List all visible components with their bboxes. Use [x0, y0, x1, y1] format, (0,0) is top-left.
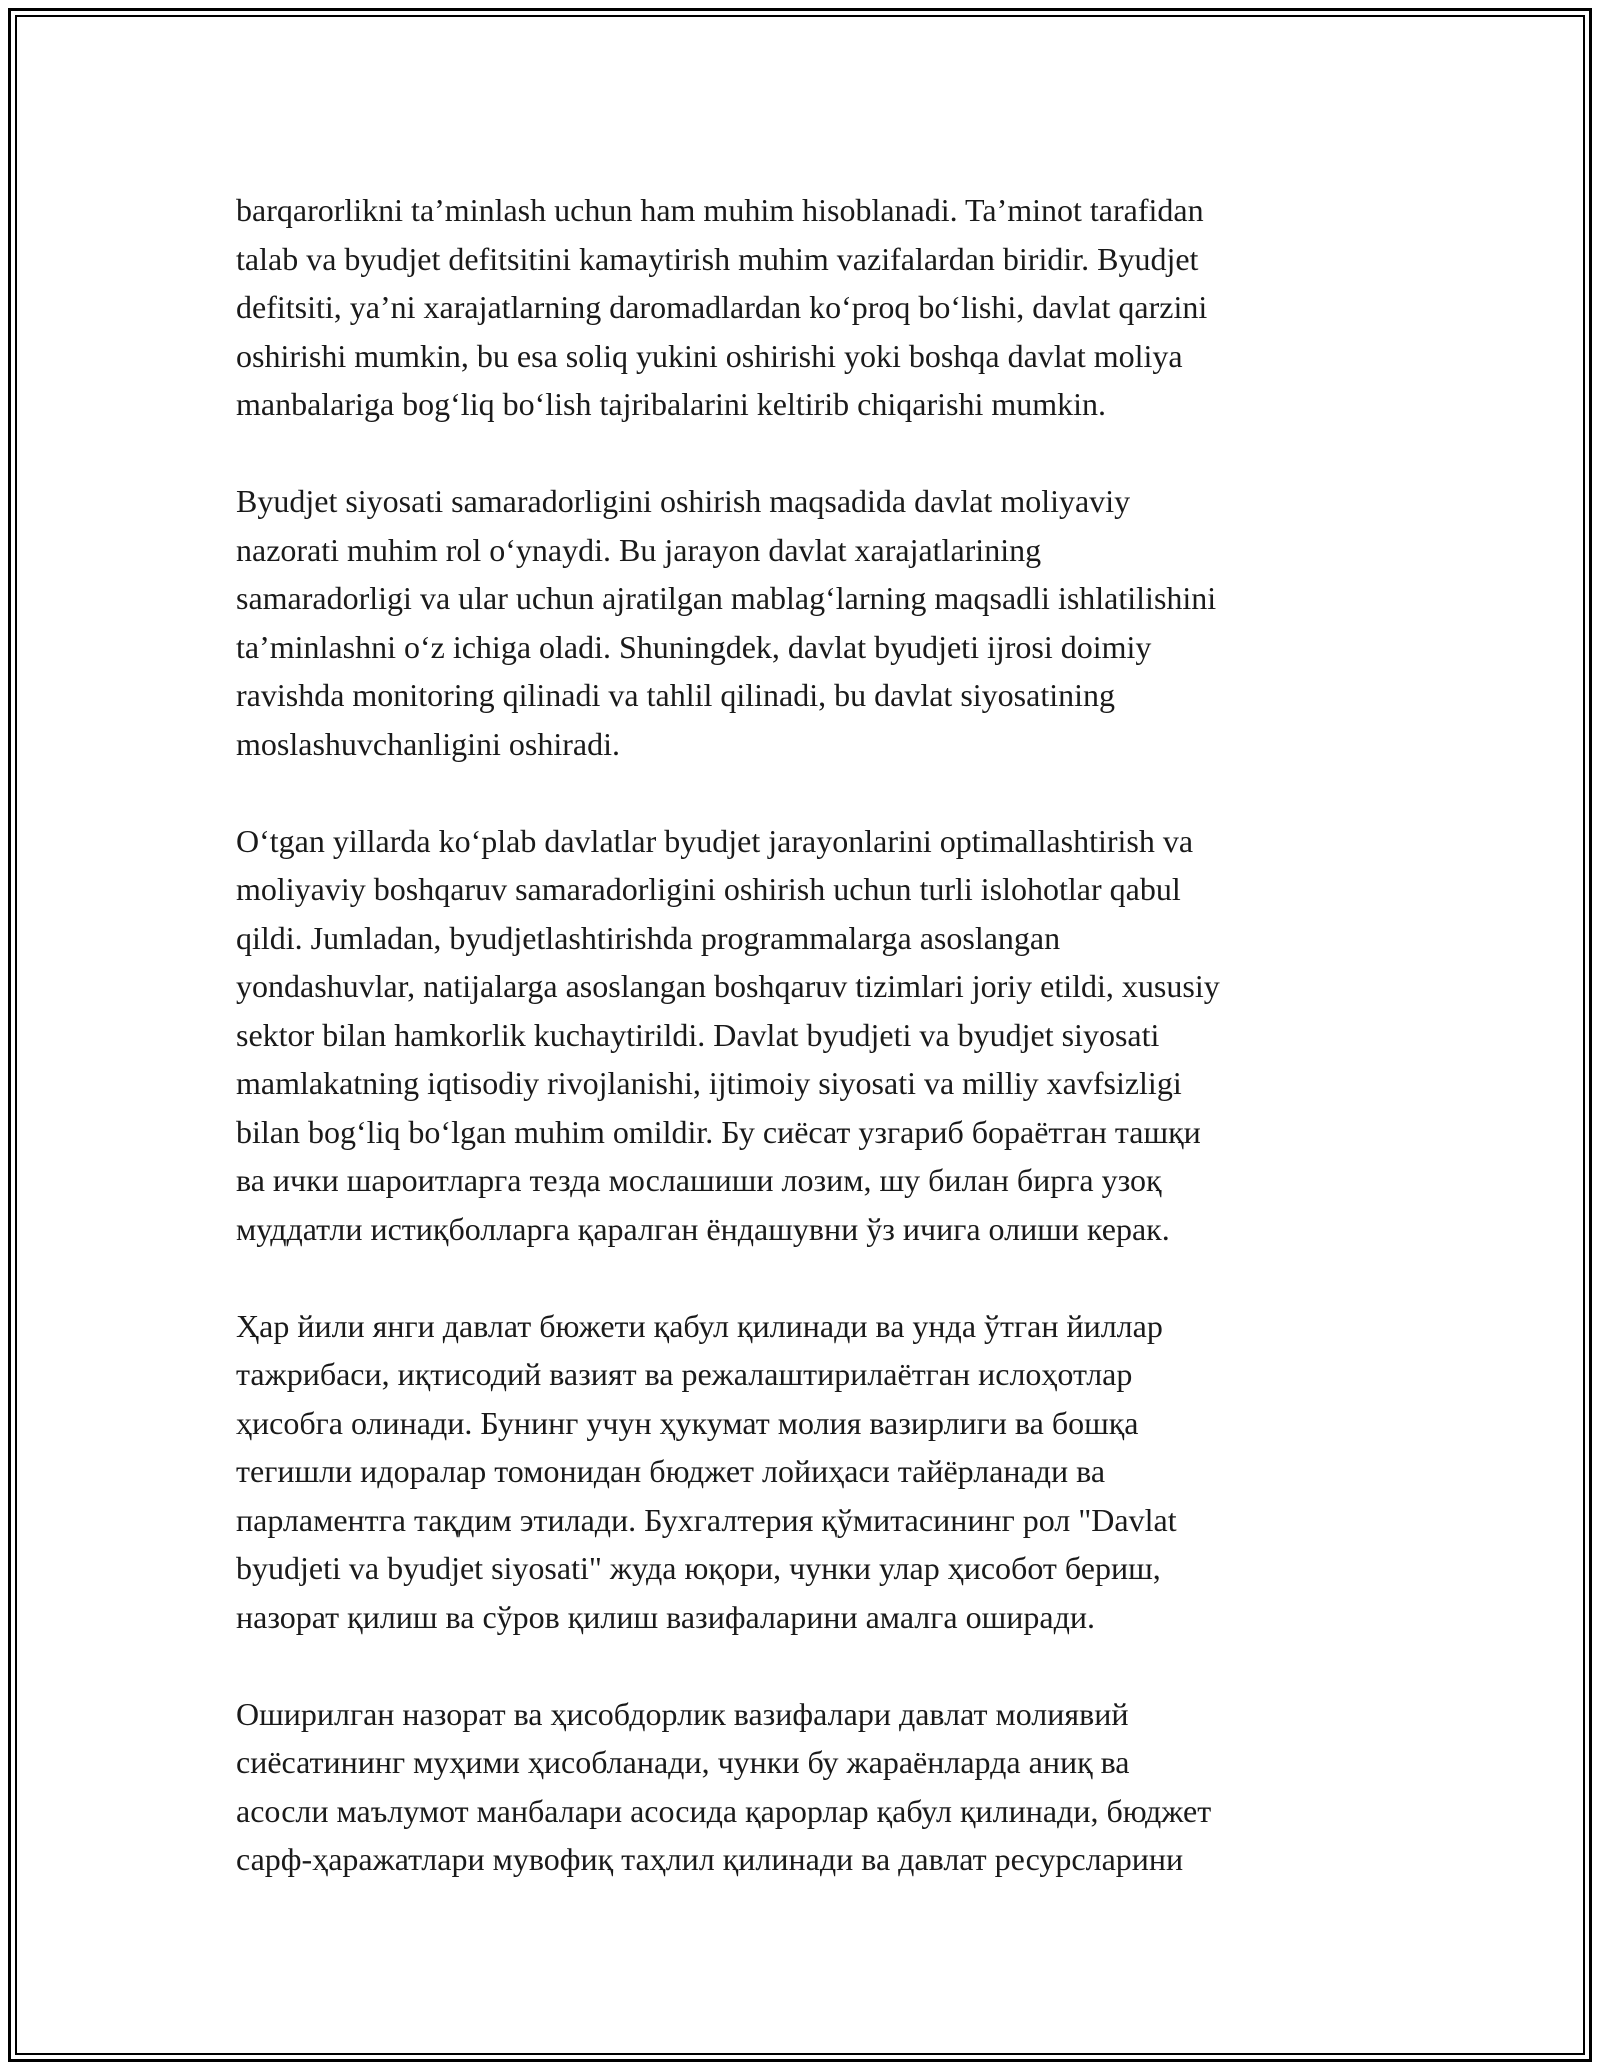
- text-line: nazorati muhim rol o‘ynaydi. Bu jarayon davlat xarajatlarining: [236, 531, 1042, 568]
- text-line: Ҳар йили янги давлат бюжети қабул қилинади ва унда ўтган йиллар: [236, 1307, 1163, 1344]
- text-line: sektor bilan hamkorlik kuchaytirildi. Davlat byudjeti va byudjet siyosati: [236, 1016, 1160, 1053]
- text-line: Оширилган назорат ва ҳисобдорлик вазифалари давлат молиявий: [236, 1695, 1129, 1732]
- text-line: yondashuvlar, natijalarga asoslangan boshqaruv tizimlari joriy etildi, xususiy: [236, 968, 1220, 1004]
- text-line: O‘tgan yillarda ko‘plab davlatlar byudjet jarayonlarini optimallashtirish va: [236, 822, 1194, 859]
- text-line: moliyaviy boshqaruv samaradorligini oshirish uchun turli islohotlar qabul: [236, 871, 1181, 907]
- text-line: barqarorlikni ta’minlash uchun ham muhim hisoblanadi. Ta’minot tarafidan: [236, 192, 1204, 228]
- text-line: bilan bog‘liq bo‘lgan muhim omildir. Бу сиёсат узгариб бораётган ташқи: [236, 1113, 1201, 1150]
- paragraph-2: [236, 477, 1366, 768]
- paragraph-1: [236, 186, 1366, 429]
- text-line: сиёсатининг муҳими ҳисобланади, чунки бу жараёнларда аниқ ва: [236, 1744, 1130, 1780]
- text-line: oshirishi mumkin, bu esa soliq yukini oshirishi yoki boshqa davlat moliya: [236, 337, 1183, 374]
- text-line: byudjeti va byudjet siyosati" жуда юқори, чунки улар ҳисобот бериш,: [236, 1550, 1161, 1586]
- text-line: ҳисобга олинади. Бунинг учун ҳукумат молия вазирлиги ва бошқа: [236, 1404, 1139, 1441]
- text-line: mamlakatning iqtisodiy rivojlanishi, ijtimoiy siyosati va milliy xavfsizligi: [236, 1065, 1182, 1101]
- text-line: сарф-ҳаражатлари мувофиқ таҳлил қилинади ва давлат ресурсларини: [236, 1841, 1184, 1877]
- text-line: асосли маълумот манбалари асосида қарорлар қабул қилинади, бюджет: [236, 1792, 1212, 1829]
- text-line: назорат қилиш ва сўров қилиш вазифаларини амалга оширади.: [236, 1598, 1095, 1635]
- text-line: Byudjet siyosati samaradorligini oshirish maqsadida davlat moliyaviy: [236, 483, 1131, 519]
- text-line: тажрибаси, иқтисодий вазият ва режалаштирилаётган ислоҳотлар: [236, 1356, 1133, 1392]
- document-body: [236, 186, 1366, 1884]
- text-line: talab va byudjet defitsitini kamaytirish muhim vazifalardan biridir. Byudjet: [236, 240, 1199, 277]
- text-line: парламентга тақдим этилади. Бухгалтерия қўмитасининг рол "Davlat: [236, 1501, 1177, 1538]
- paragraph-3: [236, 817, 1366, 1254]
- text-line: qildi. Jumladan, byudjetlashtirishda programmalarga asoslangan: [236, 919, 1061, 956]
- text-line: тегишли идоралар томонидан бюджет лойиҳаси тайёрланади ва: [236, 1453, 1106, 1489]
- text-line: ravishda monitoring qilinadi va tahlil qilinadi, bu davlat siyosatining: [236, 677, 1115, 713]
- paragraph-4: [236, 1302, 1366, 1642]
- text-line: ta’minlashni o‘z ichiga oladi. Shuningdek, davlat byudjeti ijrosi doimiy: [236, 628, 1152, 665]
- paragraph-5: [236, 1690, 1366, 1884]
- text-line: manbalariga bog‘liq bo‘lish tajribalarini keltirib chiqarishi mumkin.: [236, 386, 1107, 422]
- text-line: ва ички шароитларга тезда мослашиши лозим, шу билан бирга узоқ: [236, 1162, 1162, 1198]
- text-line: moslashuvchanligini oshiradi.: [236, 725, 620, 762]
- text-line: defitsiti, ya’ni xarajatlarning daromadlardan ko‘proq bo‘lishi, davlat qarzini: [236, 289, 1208, 325]
- text-line: муддатли истиқболларга қаралган ёндашувни ўз ичига олиши керак.: [236, 1210, 1170, 1247]
- text-line: samaradorligi va ular uchun ajratilgan mablag‘larning maqsadli ishlatilishini: [236, 580, 1217, 616]
